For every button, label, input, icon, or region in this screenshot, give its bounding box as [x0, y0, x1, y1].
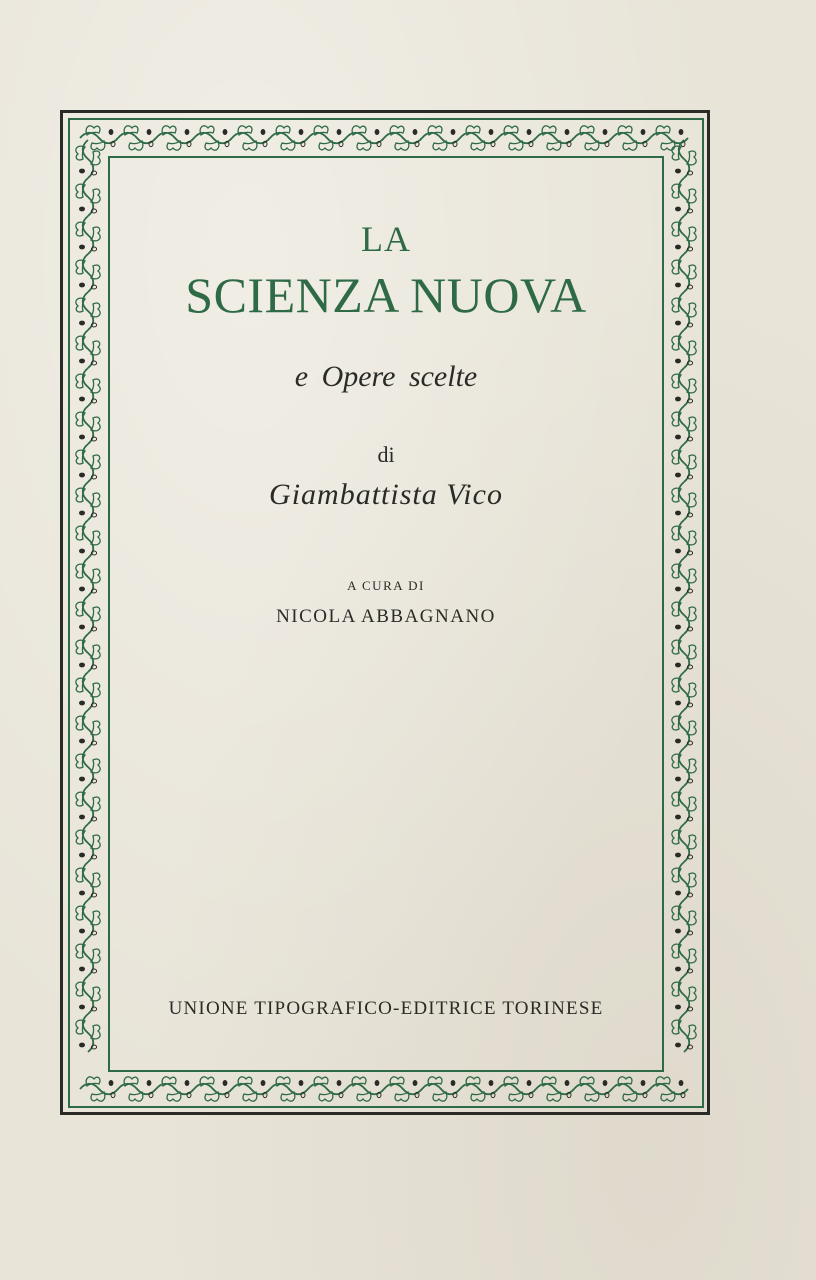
author-name: Giambattista Vico	[269, 478, 503, 511]
page-title: SCIENZA NUOVA	[185, 267, 587, 323]
title-prefix: LA	[361, 219, 411, 259]
by-label: di	[377, 442, 395, 467]
subtitle: e Opere scelte	[294, 360, 478, 393]
publisher-name: UNIONE TIPOGRAFICO-EDITRICE TORINESE	[168, 998, 604, 1019]
edited-by-label: A CURA DI	[347, 578, 425, 593]
editor-name: NICOLA ABBAGNANO	[276, 606, 496, 627]
